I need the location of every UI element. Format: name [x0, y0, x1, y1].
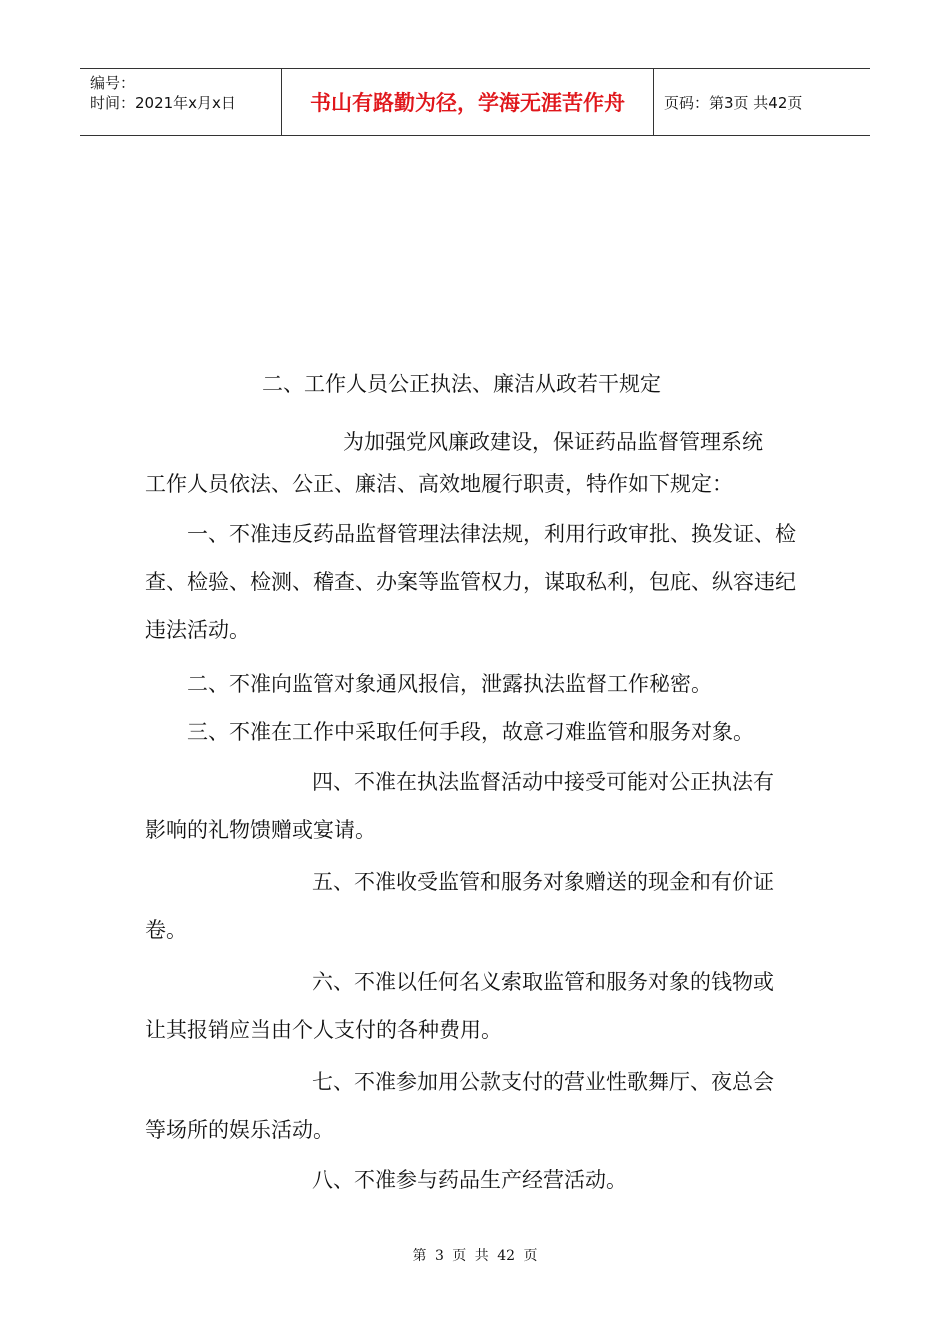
serial-label: 编号： [90, 74, 136, 92]
rule-3: 三、不准在工作中采取任何手段，故意刁难监管和服务对象。 [187, 720, 754, 744]
rule-5-line-2: 卷。 [145, 918, 187, 942]
page-header [80, 68, 870, 136]
rule-1: 一、不准违反药品监督管理法律法规，利用行政审批、换发证、检查、检验、检测、稽查、办案等监管权力，谋取私利，包庇、纵容违纪违法活动。 [145, 522, 796, 642]
rule-7-line-1: 七、不准参加用公款支付的营业性歌舞厅、夜总会 [312, 1070, 774, 1094]
header-page-info: 页码：第3页 共42页 [664, 93, 803, 112]
rule-6-line-1: 六、不准以任何名义索取监管和服务对象的钱物或 [312, 970, 774, 994]
header-meta-cell [80, 69, 282, 135]
rule-6-line-2: 让其报销应当由个人支付的各种费用。 [145, 1018, 502, 1042]
rule-4-line-2: 影响的礼物馈赠或宴请。 [145, 818, 376, 842]
rule-5-line-1: 五、不准收受监管和服务对象赠送的现金和有价证 [312, 870, 774, 894]
rule-4-line-1: 四、不准在执法监督活动中接受可能对公正执法有 [312, 770, 774, 794]
rule-8: 八、不准参与药品生产经营活动。 [312, 1168, 627, 1192]
rule-2: 二、不准向监管对象通风报信，泄露执法监督工作秘密。 [187, 672, 712, 696]
intro-line-1: 为加强党风廉政建设，保证药品监督管理系统 [343, 430, 763, 454]
rule-7-line-2: 等场所的娱乐活动。 [145, 1118, 334, 1142]
page-footer: 第 3 页 共 42 页 [412, 1248, 538, 1264]
time-label: 时间：2021年x月x日 [90, 94, 236, 112]
header-motto: 书山有路勤为径，学海无涯苦作舟 [282, 69, 654, 135]
intro-line-2: 工作人员依法、公正、廉洁、高效地履行职责，特作如下规定： [145, 472, 733, 496]
document-title: 二、工作人员公正执法、廉洁从政若干规定 [262, 372, 661, 396]
